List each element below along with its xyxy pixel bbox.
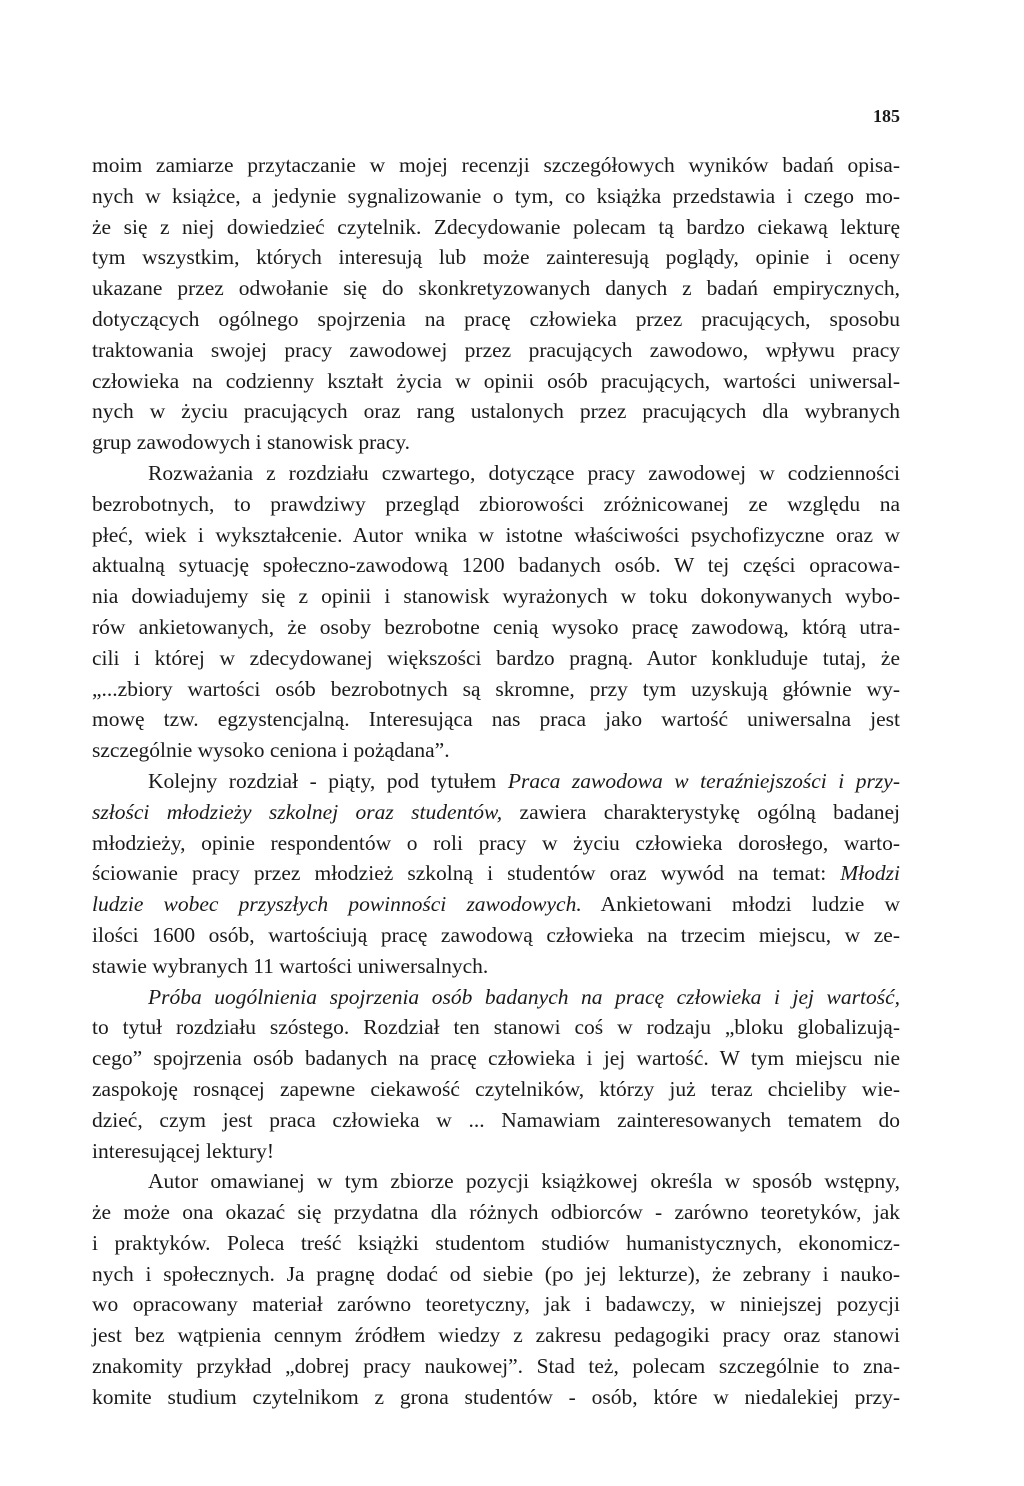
text-run: nia dowiadujemy się z opinii i stanowisk wyrażonych w toku dokonywanych wybo-: [92, 584, 900, 609]
text-line: [92, 982, 900, 1013]
text-run: ilości 1600 osób, wartościują pracę zawodową człowieka na trzecim miejscu, w ze-: [92, 922, 900, 947]
text-line: [92, 550, 900, 581]
text-run: znakomity przykład „dobrej pracy naukowej”. Stad też, polecam szczególnie to zna-: [92, 1354, 900, 1379]
text-run: moim zamiarze przytaczanie w mojej recenzji szczegółowych wyników badań opisa-: [92, 153, 900, 177]
text-line: [92, 1289, 900, 1320]
page-number: 185: [873, 106, 900, 126]
text-line: [92, 427, 900, 458]
text-run: komite studium czytelnikom z grona studentów - osób, które w niedalekiej przy-: [92, 1384, 900, 1409]
text-run: traktowania swojej pracy zawodowej przez pracujących zawodowo, wpływu pracy: [92, 337, 900, 362]
text-run: nych w książce, a jedynie sygnalizowanie o tym, co książka przedstawia i czego mo-: [92, 183, 900, 208]
text-run: cego” spojrzenia osób badanych na pracę człowieka i jej wartość. W tym miejscu nie: [92, 1046, 900, 1071]
text-run: szczególnie wysoko ceniona i pożądana”.: [92, 738, 450, 763]
text-run: ukazane przez odwołanie się do skonkretyzowanych danych z badań empirycznych,: [92, 276, 900, 301]
text-line: [92, 1382, 900, 1413]
text-line: [92, 304, 900, 335]
text-line: [92, 273, 900, 304]
text-run: Autor omawianej w tym zbiorze pozycji książkowej określa w sposób wstępny,: [148, 1169, 900, 1194]
italic-text: Młodzi: [840, 861, 900, 886]
text-line: [92, 396, 900, 427]
text-line: [92, 889, 900, 920]
text-run: i praktyków. Poleca treść książki studentom studiów humanistycznych, ekonomicz-: [92, 1230, 900, 1255]
text-line: [92, 1197, 900, 1228]
text-line: [92, 797, 900, 828]
text-run: tym wszystkim, których interesują lub może zainteresują poglądy, opinie i oceny: [92, 245, 900, 270]
text-line: [92, 1320, 900, 1351]
text-line: [92, 1166, 900, 1197]
text-run: aktualną sytuację społeczno-zawodową 1200 badanych osób. W tej części opracowa-: [92, 553, 900, 578]
text-run: Ankietowani młodzi ludzie w: [581, 892, 900, 917]
text-line: [92, 1136, 900, 1167]
body-text: [92, 150, 900, 1413]
text-line: [92, 1228, 900, 1259]
text-line: [92, 242, 900, 273]
text-line: [92, 520, 900, 551]
text-run: bezrobotnych, to prawdziwy przegląd zbiorowości zróżnicowanej ze względu na: [92, 491, 900, 516]
text-run: nych i społecznych. Ja pragnę dodać od siebie (po jej lekturze), że zebrany i nauko-: [92, 1261, 900, 1286]
text-run: wo opracowany materiał zarówno teoretyczny, jak i badawczy, w niniejszej pozycji: [92, 1292, 900, 1317]
text-run: grup zawodowych i stanowisk pracy.: [92, 430, 411, 455]
text-line: [92, 366, 900, 397]
text-run: dotyczących ogólnego spojrzenia na pracę człowieka przez pracujących, sposobu: [92, 306, 900, 331]
text-line: [92, 612, 900, 643]
text-line: [92, 704, 900, 735]
text-line: [92, 335, 900, 366]
text-line: [92, 1105, 900, 1136]
text-run: ściowanie pracy przez młodzież szkolną i studentów oraz wywód na temat:: [92, 861, 841, 886]
text-line: [92, 212, 900, 243]
text-run: dzieć, czym jest praca człowieka w ... Namawiam zainteresowanych tematem do: [92, 1107, 900, 1132]
text-run: rów ankietowanych, że osoby bezrobotne cenią wysoko pracę zawodową, którą utra-: [92, 614, 900, 639]
text-run: „...zbiory wartości osób bezrobotnych są skromne, przy tym uzyskują głównie wy-: [92, 676, 900, 701]
italic-text: Próba uogólnienia spojrzenia osób badanych na pracę człowieka i jej wartość,: [148, 984, 900, 1009]
italic-text: ludzie wobec przyszłych powinności zawodowych.: [92, 892, 582, 917]
text-run: że może ona okazać się przydatna dla różnych odbiorców - zarówno teoretyków, jak: [92, 1200, 900, 1225]
text-run: Kolejny rozdział - piąty, pod tytułem: [148, 768, 508, 793]
text-line: [92, 150, 900, 181]
text-run: nych w życiu pracujących oraz rang ustalonych przez pracujących dla wybranych: [92, 399, 900, 424]
text-line: [92, 1012, 900, 1043]
text-run: Rozważania z rozdziału czwartego, dotyczące pracy zawodowej w codzienności: [148, 460, 900, 485]
text-run: stawie wybranych 11 wartości uniwersalnych.: [92, 953, 489, 978]
text-line: [92, 581, 900, 612]
text-line: [92, 1351, 900, 1382]
text-run: mowę tzw. egzystencjalną. Interesująca nas praca jako wartość uniwersalna jest: [92, 707, 900, 732]
text-line: [92, 858, 900, 889]
text-run: człowieka na codzienny kształt życia w opinii osób pracujących, wartości uniwersal-: [92, 368, 900, 393]
text-line: [92, 1043, 900, 1074]
text-run: jest bez wątpienia cennym źródłem wiedzy z zakresu pedagogiki pracy oraz stanowi: [92, 1323, 900, 1348]
text-line: [92, 181, 900, 212]
text-run: młodzieży, opinie respondentów o roli pracy w życiu człowieka dorosłego, warto-: [92, 830, 900, 855]
text-line: [92, 828, 900, 859]
text-line: [92, 766, 900, 797]
italic-text: Praca zawodowa w teraźniejszości i przy-: [507, 768, 900, 793]
text-line: [92, 920, 900, 951]
text-run: zaspokoję rosnącej zapewne ciekawość czytelników, którzy już teraz chcieliby wie-: [92, 1076, 900, 1101]
text-line: [92, 674, 900, 705]
text-line: [92, 1259, 900, 1290]
text-run: to tytuł rozdziału szóstego. Rozdział ten stanowi coś w rodzaju „bloku globalizują-: [92, 1015, 900, 1040]
text-run: interesującej lektury!: [92, 1138, 275, 1163]
text-line: [92, 735, 900, 766]
text-run: że się z niej dowiedzieć czytelnik. Zdecydowanie polecam tą bardzo ciekawą lekturę: [92, 214, 900, 239]
text-line: [92, 458, 900, 489]
text-run: zawiera charakterystykę ogólną badanej: [502, 799, 900, 824]
text-run: cili i której w zdecydowanej większości bardzo pragną. Autor konkluduje tutaj, że: [92, 645, 900, 670]
text-line: [92, 951, 900, 982]
text-line: [92, 1074, 900, 1105]
italic-text: szłości młodzieży szkolnej oraz studentów,: [92, 799, 503, 824]
text-run: płeć, wiek i wykształcenie. Autor wnika w istotne właściwości psychofizyczne oraz w: [92, 522, 900, 547]
text-line: [92, 489, 900, 520]
text-line: [92, 643, 900, 674]
